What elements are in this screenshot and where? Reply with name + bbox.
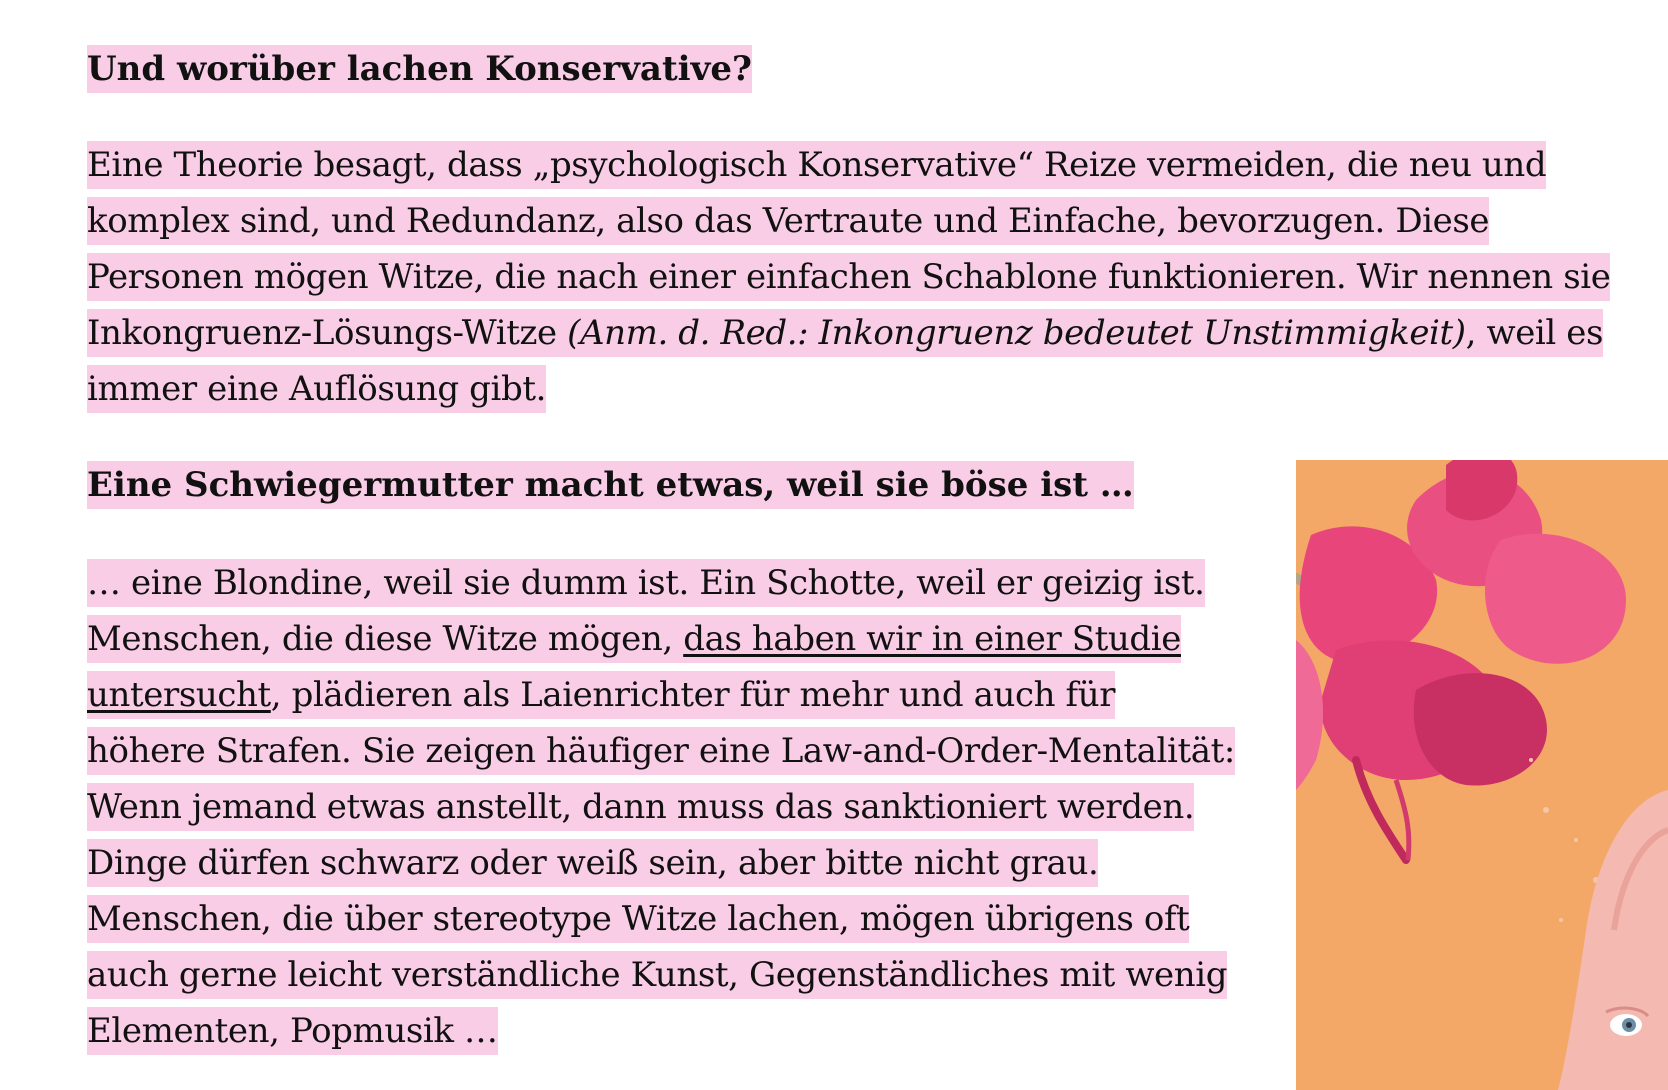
study-link-continued[interactable]: untersucht [87, 675, 271, 715]
section-heading-mother-in-law [87, 461, 1187, 509]
text-line [87, 141, 1546, 189]
text-line-content [87, 671, 1115, 719]
text-line-content [87, 615, 1181, 663]
rose-and-face-illustration [1296, 460, 1668, 1090]
text-line [87, 951, 1227, 999]
text-line [87, 559, 1205, 607]
text-line-content: Dinge dürfen schwarz oder weiß sein, aber bitte nicht grau. [87, 839, 1098, 887]
editor-note: (Anm. d. Red.: Inkongruenz bedeutet Unstimmigkeit) [567, 313, 1466, 353]
study-link[interactable]: das haben wir in einer Studie [683, 619, 1181, 659]
text-fragment: , plädieren als Laienrichter für mehr und auch für [270, 675, 1116, 715]
paragraph-theory [87, 137, 1622, 417]
text-line [87, 309, 1603, 357]
text-line-content: immer eine Auflösung gibt. [87, 365, 546, 413]
text-fragment: Inkongruenz-Lösungs-Witze [87, 313, 568, 353]
text-line-content: höhere Strafen. Sie zeigen häufiger eine Law-and-Order-Mentalität: [87, 727, 1235, 775]
heading-text: Eine Schwiegermutter macht etwas, weil sie böse ist … [87, 461, 1134, 509]
text-line-content [87, 309, 1603, 357]
text-fragment: Menschen, die diese Witze mögen, [87, 619, 684, 659]
text-line-content: Elementen, Popmusik … [87, 1007, 498, 1055]
text-line [87, 839, 1098, 887]
text-line [87, 365, 546, 413]
text-line-content: komplex sind, und Redundanz, also das Vertraute und Einfache, bevorzugen. Diese [87, 197, 1489, 245]
text-line-content: Wenn jemand etwas anstellt, dann muss das sanktioniert werden. [87, 783, 1194, 831]
text-line [87, 671, 1115, 719]
text-line [87, 727, 1235, 775]
text-line [87, 895, 1189, 943]
section-heading-conservatives [87, 45, 1287, 93]
paragraph-study [87, 555, 1237, 1059]
text-line [87, 615, 1181, 663]
heading-text: Und worüber lachen Konservative? [87, 45, 752, 93]
text-line [87, 1007, 498, 1055]
text-line-content: Menschen, die über stereotype Witze lachen, mögen übrigens oft [87, 895, 1189, 943]
text-line-content: … eine Blondine, weil sie dumm ist. Ein Schotte, weil er geizig ist. [87, 559, 1205, 607]
text-line [87, 253, 1610, 301]
text-line-content: auch gerne leicht verständliche Kunst, Gegenständliches mit wenig [87, 951, 1227, 999]
rose-icon [1296, 460, 1668, 1090]
text-fragment: , weil es [1465, 313, 1604, 353]
text-line-content: Personen mögen Witze, die nach einer einfachen Schablone funktionieren. Wir nennen sie [87, 253, 1610, 301]
text-line [87, 197, 1489, 245]
text-line-content: Eine Theorie besagt, dass „psychologisch Konservative“ Reize vermeiden, die neu und [87, 141, 1546, 189]
text-line [87, 783, 1194, 831]
